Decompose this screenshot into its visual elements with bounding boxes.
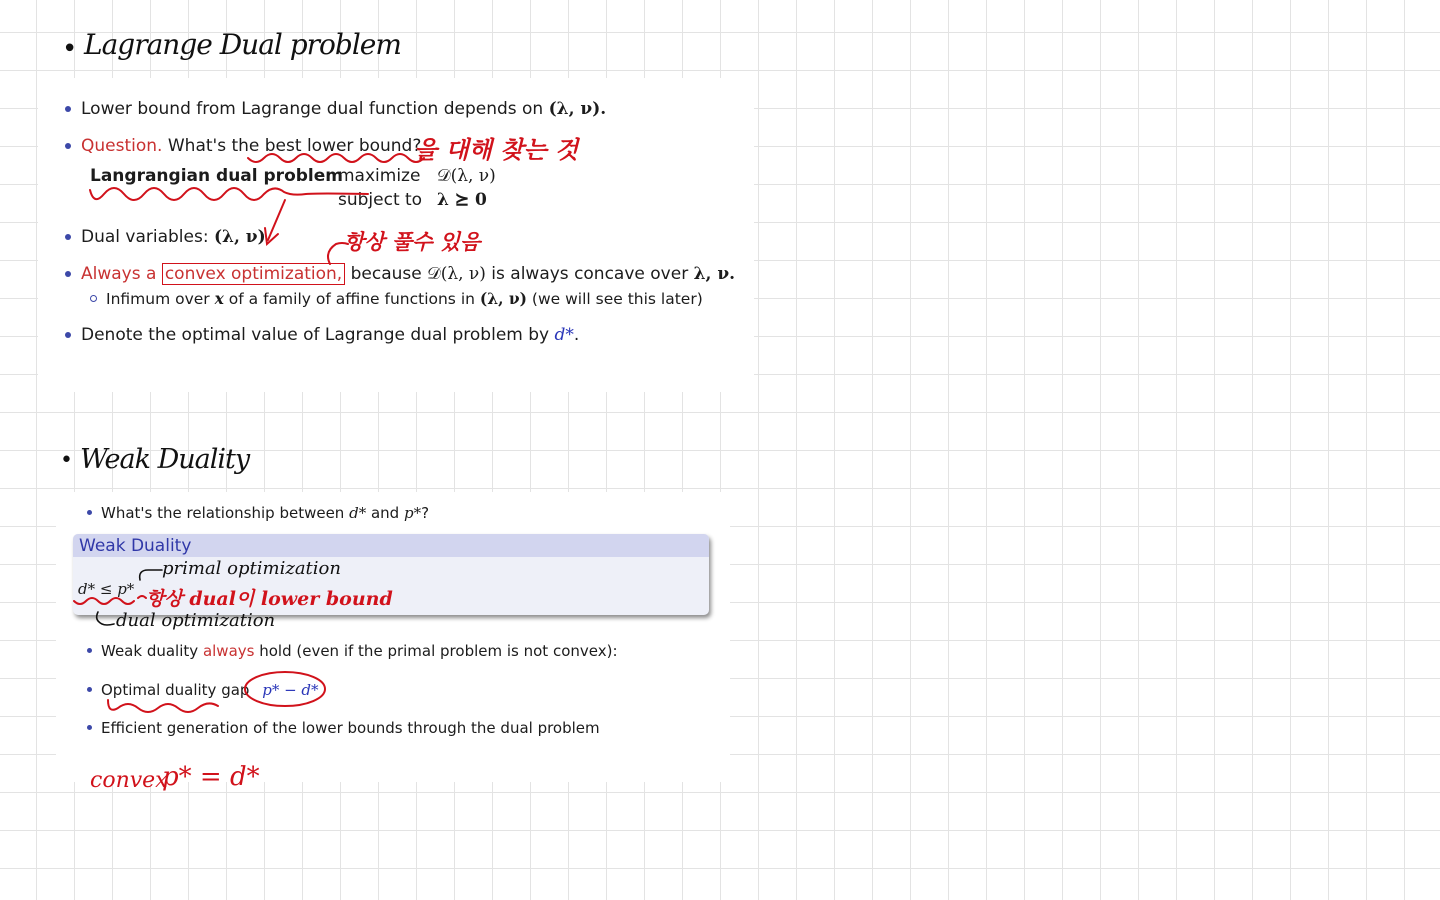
bullet-dot [65,234,71,240]
dual-problem-name: Langrangian dual problem [90,166,343,186]
annotation-dual-optimization: dual optimization [116,610,276,631]
bullet-weak-duality-always: Weak duality always hold (even if the primal problem is not convex): [101,642,618,660]
bullet-dual-variables: Dual variables: (λ, ν) [81,227,266,247]
weak-duality-formula: d* ≤ p* [78,580,135,598]
bullet-dot [65,271,71,277]
bullet-dot [87,725,92,730]
annotation-convex-korean: 항상 풀수 있음 [344,229,481,254]
annotation-convex: convex [90,768,168,793]
bullet-dot [65,143,71,149]
maximize-expr: 𝒟(λ, ν) [437,166,496,186]
bullet-question: Question. What's the best lower bound? [81,136,422,156]
bullet-dot [87,648,92,653]
heading-weak-duality: Weak Duality [80,444,250,475]
annotation-question-korean: 을 대해 찾는 것 [414,135,579,164]
annotation-dual-lower-bound: 항상 dual이 lower bound [146,588,393,610]
bullet-dot [87,510,92,515]
maximize-keyword: maximize [338,166,421,186]
heading-lagrange-dual: Lagrange Dual problem [84,28,401,61]
bullet-dot [65,106,71,112]
bullet-relationship-question: What's the relationship between d* and p*? [101,504,430,522]
weak-duality-block-title: Weak Duality [79,536,192,556]
bullet-dot [65,332,71,338]
bullet-efficient-generation: Efficient generation of the lower bounds through the dual problem [101,719,600,737]
bullet-denote-optimal: Denote the optimal value of Lagrange dual problem by d*. [81,325,580,345]
bullet-dot [87,687,92,692]
annotation-primal-optimization: primal optimization [162,558,341,579]
heading-bullet-dot: • [60,448,73,473]
bullet-lower-bound: Lower bound from Lagrange dual function depends on (λ, ν). [81,99,607,119]
sub-bullet-circle [90,295,97,302]
convex-optimization-boxed: convex optimization, [162,263,345,285]
sub-bullet-infimum: Infimum over x of a family of affine functions in (λ, ν) (we will see this later) [106,289,703,308]
annotation-p-equals-d: p* = d* [162,762,260,792]
subject-to-keyword: subject to [338,190,423,210]
bullet-always-convex: Always a convex optimization, because 𝒟(λ, ν) is always concave over λ, ν. [81,264,736,284]
subject-to-expr: λ ⪰ 0 [437,190,487,210]
heading-bullet-dot: • [62,34,78,64]
bullet-optimal-duality-gap: Optimal duality gap p* − d* [101,681,319,699]
